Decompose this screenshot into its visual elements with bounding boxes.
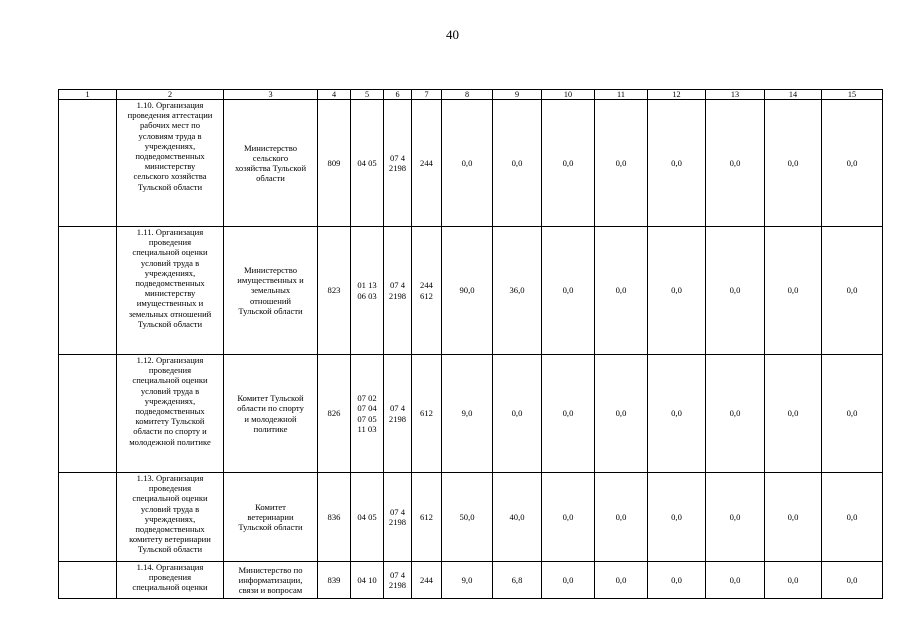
value-cell: 0,0 (648, 562, 706, 599)
target-code-cell: 07 4 2198 (384, 473, 412, 562)
value-cell: 0,0 (648, 227, 706, 355)
column-number: 3 (224, 90, 318, 100)
column-number: 14 (765, 90, 822, 100)
code-cell: 823 (318, 227, 351, 355)
table-row (59, 473, 883, 562)
section-cell: 07 02 07 04 07 05 11 03 (351, 355, 384, 473)
value-cell: 0,0 (595, 355, 648, 473)
column-number: 4 (318, 90, 351, 100)
target-code-cell: 07 4 2198 (384, 100, 412, 227)
value-cell: 0,0 (542, 227, 595, 355)
expense-type-cell: 612 (412, 473, 442, 562)
value-cell: 0,0 (595, 562, 648, 599)
value-cell: 0,0 (765, 562, 822, 599)
table-row (59, 562, 883, 599)
value-cell: 0,0 (648, 100, 706, 227)
value-cell: 0,0 (706, 473, 765, 562)
section-cell: 01 13 06 03 (351, 227, 384, 355)
code-cell: 809 (318, 100, 351, 227)
value-cell: 6,8 (493, 562, 542, 599)
table-row (59, 355, 883, 473)
code-cell: 839 (318, 562, 351, 599)
value-cell: 0,0 (542, 562, 595, 599)
column-number: 9 (493, 90, 542, 100)
table-body (59, 90, 883, 599)
item-name-cell: 1.11. Организация проведения специальной оценки условий труда в учреждениях, подведомственных министерству имущественных и земельных отношений Тульской области (117, 227, 224, 355)
empty-cell (59, 473, 117, 562)
column-number: 11 (595, 90, 648, 100)
column-number: 1 (59, 90, 117, 100)
value-cell: 0,0 (648, 355, 706, 473)
column-number: 2 (117, 90, 224, 100)
section-cell: 04 05 (351, 100, 384, 227)
empty-cell (59, 227, 117, 355)
expense-type-cell: 244 (412, 100, 442, 227)
agency-cell: Комитет Тульской области по спорту и молодежной политике (224, 355, 318, 473)
agency-cell: Комитет ветеринарии Тульской области (224, 473, 318, 562)
item-name-cell: 1.14. Организация проведения специальной оценки (117, 562, 224, 599)
value-cell: 0,0 (765, 227, 822, 355)
agency-cell: Министерство имущественных и земельных отношений Тульской области (224, 227, 318, 355)
value-cell: 9,0 (442, 355, 493, 473)
value-cell: 0,0 (493, 100, 542, 227)
value-cell: 40,0 (493, 473, 542, 562)
value-cell: 0,0 (765, 100, 822, 227)
empty-cell (59, 100, 117, 227)
value-cell: 0,0 (595, 227, 648, 355)
code-cell: 826 (318, 355, 351, 473)
target-code-cell: 07 4 2198 (384, 227, 412, 355)
section-cell: 04 05 (351, 473, 384, 562)
expense-type-cell: 612 (412, 355, 442, 473)
empty-cell (59, 562, 117, 599)
value-cell: 0,0 (706, 562, 765, 599)
section-cell: 04 10 (351, 562, 384, 599)
value-cell: 90,0 (442, 227, 493, 355)
value-cell: 0,0 (493, 355, 542, 473)
value-cell: 0,0 (595, 100, 648, 227)
item-name-cell: 1.13. Организация проведения специальной оценки условий труда в учреждениях, подведомственных комитету ветеринарии Тульской области (117, 473, 224, 562)
value-cell: 0,0 (542, 100, 595, 227)
column-number: 6 (384, 90, 412, 100)
target-code-cell: 07 4 2198 (384, 355, 412, 473)
page-number: 40 (446, 27, 459, 42)
expense-type-cell: 244 612 (412, 227, 442, 355)
column-number: 7 (412, 90, 442, 100)
table-row (59, 227, 883, 355)
column-number: 5 (351, 90, 384, 100)
value-cell: 9,0 (442, 562, 493, 599)
column-number: 15 (822, 90, 883, 100)
value-cell: 0,0 (822, 473, 883, 562)
agency-cell: Министерство сельского хозяйства Тульской области (224, 100, 318, 227)
value-cell: 0,0 (706, 100, 765, 227)
code-cell: 836 (318, 473, 351, 562)
column-number: 8 (442, 90, 493, 100)
empty-cell (59, 355, 117, 473)
agency-cell: Министерство по информатизации, связи и вопросам (224, 562, 318, 599)
budget-table (58, 89, 883, 599)
value-cell: 0,0 (595, 473, 648, 562)
value-cell: 0,0 (442, 100, 493, 227)
value-cell: 0,0 (822, 562, 883, 599)
value-cell: 0,0 (706, 355, 765, 473)
value-cell: 0,0 (822, 355, 883, 473)
item-name-cell: 1.12. Организация проведения специальной оценки условий труда в учреждениях, подведомственных комитету Тульской области по спорту и молодежной политике (117, 355, 224, 473)
value-cell: 50,0 (442, 473, 493, 562)
table-row (59, 100, 883, 227)
column-number-row (59, 90, 883, 100)
value-cell: 0,0 (765, 355, 822, 473)
value-cell: 36,0 (493, 227, 542, 355)
value-cell: 0,0 (822, 100, 883, 227)
column-number: 12 (648, 90, 706, 100)
value-cell: 0,0 (542, 473, 595, 562)
value-cell: 0,0 (706, 227, 765, 355)
item-name-cell: 1.10. Организация проведения аттестации рабочих мест по условиям труда в учреждениях, подведомственных министерству сельского хозяйства Тульской области (117, 100, 224, 227)
column-number: 10 (542, 90, 595, 100)
target-code-cell: 07 4 2198 (384, 562, 412, 599)
value-cell: 0,0 (822, 227, 883, 355)
value-cell: 0,0 (648, 473, 706, 562)
value-cell: 0,0 (542, 355, 595, 473)
column-number: 13 (706, 90, 765, 100)
expense-type-cell: 244 (412, 562, 442, 599)
value-cell: 0,0 (765, 473, 822, 562)
